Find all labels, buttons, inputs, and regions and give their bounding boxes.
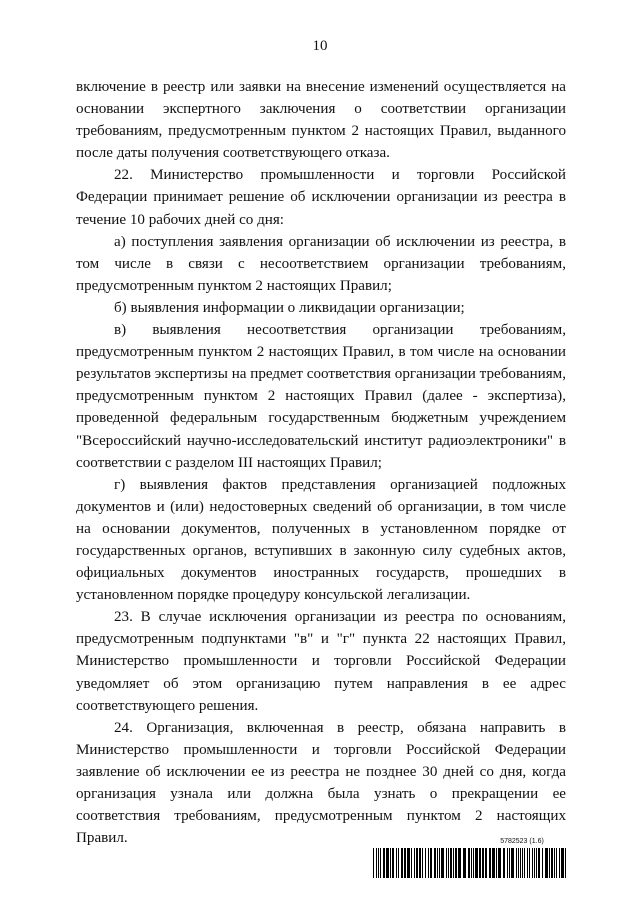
barcode-bar — [554, 848, 555, 878]
barcode-bar — [422, 848, 423, 878]
barcode-bar — [376, 848, 377, 878]
barcode-bar — [448, 848, 449, 878]
barcode-bar — [482, 848, 484, 878]
barcode-bar — [430, 848, 432, 878]
barcode-bar — [428, 848, 429, 878]
document-id: 5782523 (1.6) — [500, 838, 544, 845]
paragraph-23: 23. В случае исключения организации из реестра по основаниям, предусмотренным подпунктами "в" и "г" пункта 22 настоящих Правил, Министерство промышленности и торговли Российской Федерации уведомляет об этом организацию путем направления в ее адрес соответствующего решения. — [76, 609, 566, 714]
barcode-bar — [556, 848, 557, 878]
barcode-bar — [524, 848, 525, 878]
barcode-bar — [392, 848, 394, 878]
barcode-bar — [398, 848, 399, 878]
barcode-bar — [559, 848, 560, 878]
paragraph-22-g: г) выявления фактов представления организацией подложных документов и (или) недостоверных сведений об организации, в том числе на основании документов, полученных в установленном порядке от государственных органов, вступивших в законную силу судебных актов, официальных документов иностранных государств, прошедших в установленном порядке процедуру консульской легализации. — [76, 476, 566, 604]
barcode-bar — [378, 848, 379, 878]
barcode-bar — [565, 848, 566, 878]
barcode-bar — [498, 848, 501, 878]
barcode-bar — [468, 848, 470, 878]
barcode-bar — [471, 848, 472, 878]
barcode-bar — [503, 848, 505, 878]
barcode-bar — [383, 848, 385, 878]
barcode-bar — [396, 848, 397, 878]
barcode-bar — [536, 848, 537, 878]
document-body — [76, 76, 566, 849]
barcode-bar — [518, 848, 519, 878]
barcode-bar — [475, 848, 478, 878]
barcode-bar — [527, 848, 528, 878]
barcode-bar — [485, 848, 487, 878]
barcode-bar — [492, 848, 495, 878]
barcode-bar — [419, 848, 421, 878]
barcode-bar — [542, 848, 543, 878]
barcode-bar — [439, 848, 440, 878]
barcode-bar — [561, 848, 564, 878]
page-number: 10 — [312, 38, 328, 54]
barcode-bar — [520, 848, 521, 878]
barcode-bar — [411, 848, 412, 878]
barcode-bar — [380, 848, 381, 878]
barcode-bar — [534, 848, 535, 878]
barcode-bar — [545, 848, 548, 878]
barcode-bar — [407, 848, 410, 878]
barcode-bar — [473, 848, 474, 878]
barcode-bar — [538, 848, 540, 878]
barcode-bar — [416, 848, 418, 878]
paragraph-22: 22. Министерство промышленности и торговли Российской Федерации принимает решение об исключении организации из реестра в течение 10 рабочих дней со дня: — [76, 167, 566, 228]
barcode-bar — [489, 848, 491, 878]
barcode-bar — [437, 848, 438, 878]
barcode-bar — [390, 848, 391, 878]
barcode-bar — [522, 848, 523, 878]
barcode-bar — [511, 848, 514, 878]
barcode-bar — [479, 848, 481, 878]
paragraph-22-a: а) поступления заявления организации об исключении из реестра, в том числе в связи с несоответствием организации требованиям, предусмотренным пунктом 2 настоящих Правил; — [76, 233, 566, 294]
barcode-bar — [496, 848, 497, 878]
barcode-bar — [549, 848, 550, 878]
paragraph-22-b: б) выявления информации о ликвидации организации; — [114, 299, 465, 316]
barcode-bar — [529, 848, 530, 878]
barcode-image — [373, 848, 567, 878]
paragraph-22-v: в) выявления несоответствия организации требованиям, предусмотренным пунктом 2 настоящих Правил, в том числе на основании результатов экспертизы на предмет соответствия организации требованиям, предусмотренным пунктом 2 настоящих Правил (далее - экспертиза), проведенной федеральным государственным бюджетным учреждением "Всероссийский научно-исследовательский институт радиоэлектроники" в соответствии с разделом III настоящих Правил; — [76, 322, 566, 471]
barcode-bar — [509, 848, 510, 878]
barcode-bar — [450, 848, 452, 878]
paragraph-24: 24. Организация, включенная в реестр, обязана направить в Министерство промышленности и торговли Российской Федерации заявление об исключении ее из реестра не позднее 30 дней со дня, когда организация узнала или должна была узнать о прекращении ее соответствия требованиям, предусмотренным пунктом 2 настоящих Правил. — [76, 719, 566, 847]
barcode-bar — [373, 848, 374, 878]
barcode-bar — [401, 848, 403, 878]
barcode-bar — [386, 848, 389, 878]
barcode-bar — [507, 848, 508, 878]
barcode-bar — [446, 848, 447, 878]
barcode-bar — [425, 848, 426, 878]
barcode-bar — [453, 848, 454, 878]
barcode-bar — [458, 848, 461, 878]
barcode-bar — [414, 848, 415, 878]
barcode-bar — [441, 848, 444, 878]
paragraph-continuation: включение в реестр или заявки на внесение изменений осуществляется на основании экспертного заключения о соответствии организации требованиям, предусмотренным пунктом 2 настоящих Правил, выданного после даты получения соответствующего отказа. — [76, 79, 566, 162]
barcode-bar — [516, 848, 517, 878]
barcode-bar — [404, 848, 406, 878]
barcode-bar — [532, 848, 533, 878]
barcode-bar — [455, 848, 457, 878]
barcode-bar — [434, 848, 436, 878]
barcode-bar — [551, 848, 553, 878]
barcode-bar — [463, 848, 466, 878]
